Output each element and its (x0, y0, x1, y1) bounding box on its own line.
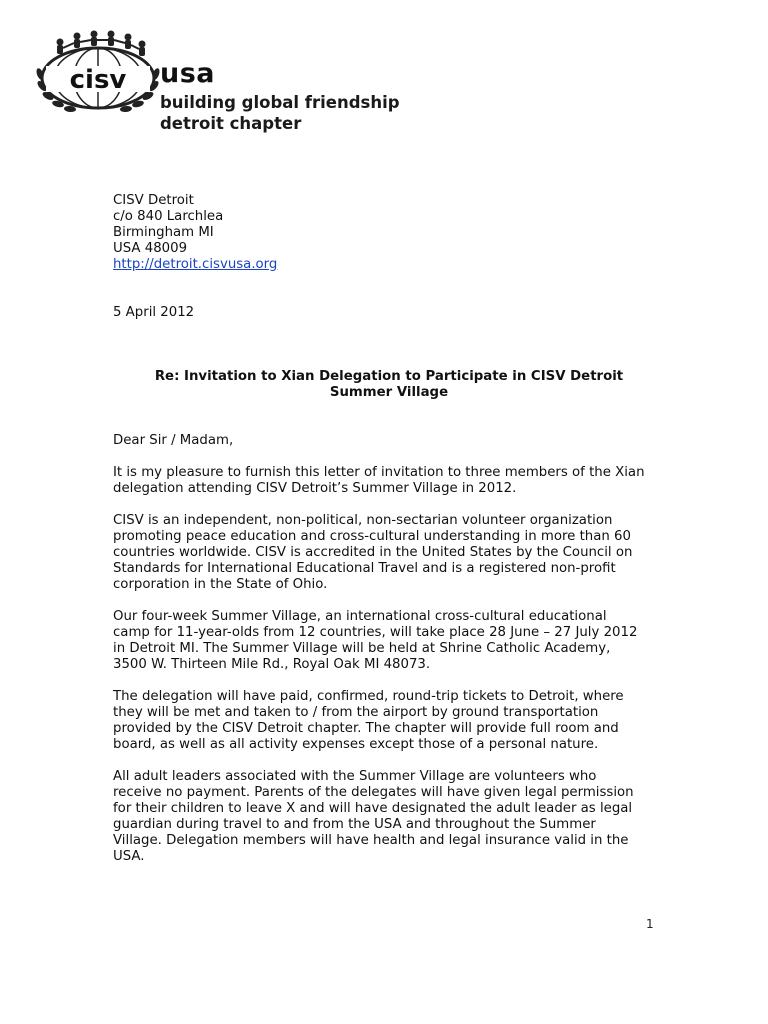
brand-chapter: detroit chapter (160, 114, 302, 133)
paragraph-line: guardian during travel to and from the USA and throughout the Summer (113, 817, 596, 832)
body-paragraph (113, 465, 665, 497)
subject-line-1: Re: Invitation to Xian Delegation to Participate in CISV Detroit (154, 369, 624, 384)
paragraph-line: promoting peace education and cross-cultural understanding in more than 60 (113, 529, 631, 544)
paragraph-line: Our four-week Summer Village, an international cross-cultural educational (113, 609, 607, 624)
letter-subject (113, 369, 665, 401)
body-paragraph (113, 769, 665, 865)
salutation: Dear Sir / Madam, (113, 433, 234, 448)
paragraph-line: countries worldwide. CISV is accredited in the United States by the Council on (113, 545, 633, 560)
brand-usa: usa (160, 58, 216, 89)
paragraph-line: delegation attending CISV Detroit’s Summer Village in 2012. (113, 481, 517, 496)
letter-date: 5 April 2012 (113, 305, 195, 320)
paragraph-line: in Detroit MI. The Summer Village will be held at Shrine Catholic Academy, (113, 641, 611, 656)
sender-name: CISV Detroit (113, 193, 194, 208)
paragraph-line: Village. Delegation members will have health and legal insurance valid in the (113, 833, 629, 848)
brand-tagline: building global friendship (160, 93, 400, 112)
letter-paragraphs (113, 465, 665, 865)
paragraph-line: The delegation will have paid, confirmed, round-trip tickets to Detroit, where (113, 689, 624, 704)
paragraph-line: receive no payment. Parents of the delegates will have given legal permission (113, 785, 634, 800)
body-paragraph (113, 513, 665, 593)
sender-address (113, 193, 665, 273)
paragraph-line: corporation in the State of Ohio. (113, 577, 328, 592)
sender-address-line1: c/o 840 Larchlea (113, 209, 224, 224)
paragraph-line: for their children to leave X and will have designated the adult leader as legal (113, 801, 633, 816)
paragraph-line: CISV is an independent, non-political, non-sectarian volunteer organization (113, 513, 613, 528)
subject-line-2: Summer Village (329, 385, 449, 400)
letter-body (113, 193, 665, 865)
paragraph-line: 3500 W. Thirteen Mile Rd., Royal Oak MI 48073. (113, 657, 431, 672)
letterhead (36, 30, 400, 140)
sender-address-line3: USA 48009 (113, 241, 188, 256)
paragraph-line: It is my pleasure to furnish this letter of invitation to three members of the Xian (113, 465, 645, 480)
paragraph-line: All adult leaders associated with the Summer Village are volunteers who (113, 769, 597, 784)
sender-website-link[interactable]: http://detroit.cisvusa.org (113, 257, 278, 272)
paragraph-line: camp for 11-year-olds from 12 countries, will take place 28 June – 27 July 2012 (113, 625, 638, 640)
cisv-logo (36, 30, 161, 114)
paragraph-line: USA. (113, 849, 145, 864)
paragraph-line: Standards for International Educational Travel and is a registered non-profit (113, 561, 616, 576)
paragraph-line: board, as well as all activity expenses except those of a personal nature. (113, 737, 599, 752)
page-number: 1 (646, 917, 654, 931)
body-paragraph (113, 609, 665, 673)
sender-address-line2: Birmingham MI (113, 225, 214, 240)
paragraph-line: they will be met and taken to / from the airport by ground transportation (113, 705, 599, 720)
body-paragraph (113, 689, 665, 753)
paragraph-line: provided by the CISV Detroit chapter. The chapter will provide full room and (113, 721, 619, 736)
logo-wordmark: cisv (69, 65, 127, 95)
